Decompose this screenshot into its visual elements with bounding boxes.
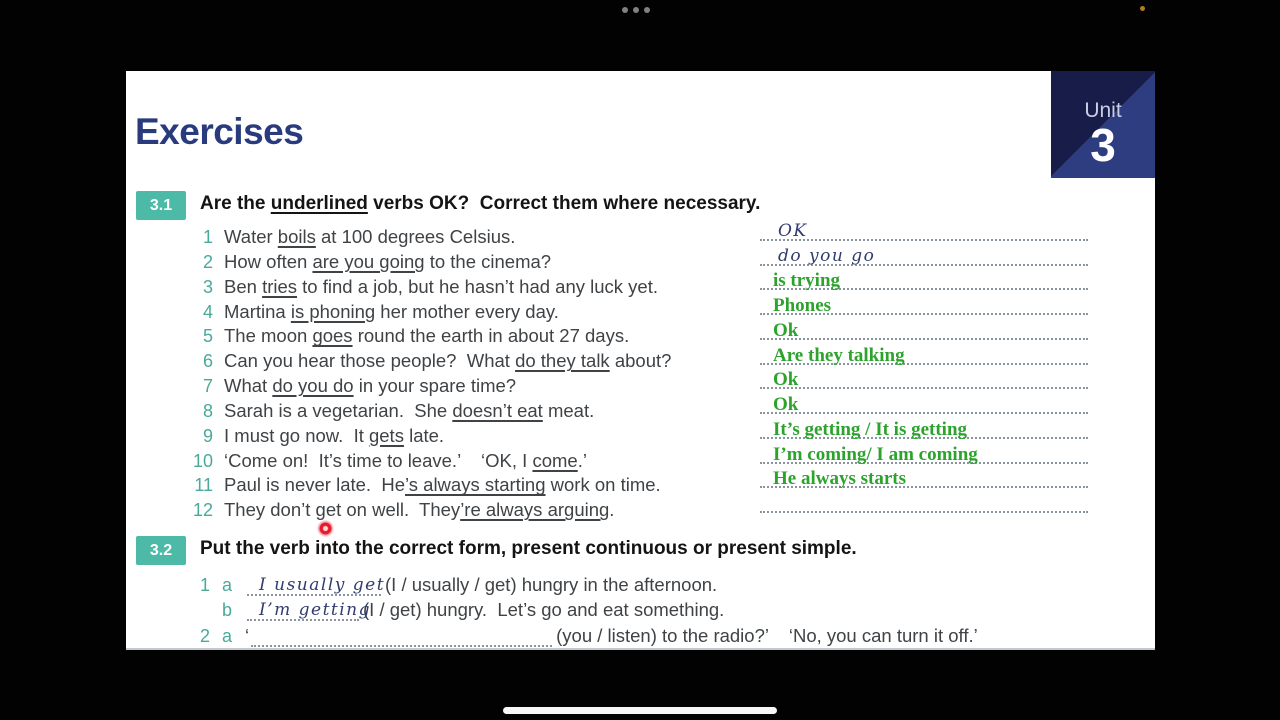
item-text: Martina is phoning her mother every day. (224, 300, 559, 322)
item-text: Water boils at 100 degrees Celsius. (224, 226, 516, 247)
answers-column (760, 216, 1088, 513)
answer-line-12[interactable] (760, 488, 1088, 513)
home-indicator[interactable] (503, 707, 777, 714)
item-text: Sarah is a vegetarian. She doesn’t eat meat. (224, 399, 595, 421)
underlined-verb: boils (277, 226, 316, 247)
underlined-verb: gets (368, 424, 404, 446)
item-text: How often are you going to the cinema? (224, 250, 552, 272)
textbook-page (126, 71, 1155, 650)
laser-pointer-dot (317, 520, 334, 537)
underlined-verb: ’s always starting (404, 474, 546, 496)
item-text: The moon goes round the earth in about 27 days. (224, 325, 630, 347)
row-text: (I / usually / get) hungry in the afternoon. (385, 573, 718, 595)
typed-answer: Phones (773, 295, 832, 317)
section-3-1-badge: 3.1 (136, 191, 186, 220)
underlined-verb: tries (262, 275, 298, 297)
section-3-1-heading: Are the underlined verbs OK? Correct them where necessary. (200, 193, 761, 214)
underlined-verb: do they talk (515, 350, 610, 372)
fill-row-1b (138, 596, 1138, 622)
item-number: 4 (202, 301, 213, 322)
answer-line-1[interactable] (760, 216, 1088, 241)
exercise-item-5 (138, 324, 758, 349)
exercise-item-1 (138, 225, 758, 250)
typed-answer: I’m coming/ I am coming (773, 443, 978, 465)
item-text: Paul is never late. He’s always starting work on time. (224, 474, 661, 496)
item-number: 5 (202, 326, 213, 347)
underlined-verb: come (532, 449, 578, 471)
underlined-word: underlined (270, 193, 368, 214)
item-text: Ben tries to find a job, but he hasn’t had any luck yet. (224, 275, 659, 297)
item-text: What do you do in your spare time? (224, 375, 517, 397)
item-number: 7 (202, 376, 213, 397)
item-number: 1 (202, 227, 213, 247)
exercise-item-6 (138, 349, 758, 374)
unit-badge (1051, 71, 1155, 178)
answer-blank[interactable] (251, 624, 552, 647)
exercise-item-4 (138, 300, 758, 325)
item-number: 2 (202, 251, 213, 272)
fill-in-list-3-2 (138, 570, 1138, 647)
multitask-dots-icon[interactable] (622, 7, 650, 13)
exercise-list-3-1 (138, 225, 758, 523)
fill-row-2a (138, 621, 1138, 647)
typed-answer: Ok (773, 369, 799, 391)
quote-prefix: ‘ (245, 625, 250, 647)
exercise-item-7 (138, 374, 758, 399)
item-text: Can you hear those people? What do they talk about? (224, 350, 672, 372)
typed-answer: It’s getting / It is getting (773, 418, 968, 440)
answer-line-6[interactable] (760, 340, 1088, 365)
answer-line-11[interactable] (760, 464, 1088, 489)
typed-answer: He always starts (773, 468, 906, 490)
exercise-item-2 (138, 250, 758, 275)
handwritten-answer: I usually get (259, 574, 386, 595)
answer-line-2[interactable] (760, 241, 1088, 266)
item-number: 11 (194, 475, 213, 496)
handwritten-answer: do you go (778, 245, 876, 266)
item-number: 8 (202, 400, 213, 421)
item-text: I must go now. It gets late. (224, 424, 445, 446)
handwritten-answer: OK (778, 220, 808, 241)
answer-blank[interactable] (247, 573, 386, 596)
exercise-item-11 (138, 473, 758, 498)
answer-blank[interactable] (247, 598, 372, 621)
underlined-verb: is phoning (290, 300, 376, 322)
underlined-verb: doesn’t eat (452, 399, 543, 421)
section-3-2-badge: 3.2 (136, 536, 186, 565)
answer-line-9[interactable] (760, 414, 1088, 439)
answer-line-3[interactable] (760, 266, 1088, 291)
item-text: ‘Come on! It’s time to leave.’ ‘OK, I come.’ (224, 449, 587, 471)
underlined-verb: do you do (272, 375, 354, 397)
answer-line-10[interactable] (760, 439, 1088, 464)
underlined-verb: are you going (312, 250, 425, 272)
row-number: 2 (199, 626, 210, 647)
row-text: (you / listen) to the radio?’ ‘No, you can turn it off.’ (556, 625, 978, 647)
exercise-item-12 (138, 498, 758, 523)
typed-answer: Ok (773, 394, 799, 416)
exercise-item-8 (138, 399, 758, 424)
answer-line-7[interactable] (760, 365, 1088, 390)
row-number: 1 (199, 574, 210, 595)
exercise-item-9 (138, 424, 758, 449)
item-number: 9 (202, 425, 213, 446)
typed-answer: is trying (773, 270, 841, 292)
row-letter: b (222, 600, 233, 621)
page-title: Exercises (135, 111, 304, 152)
underlined-verb: goes (312, 325, 353, 347)
item-text: They don’t get on well. They’re always arguing. (224, 499, 615, 521)
exercise-item-3 (138, 275, 758, 300)
unit-number: 3 (1090, 119, 1116, 171)
underlined-verb: ’re always arguing (460, 499, 610, 521)
row-text: (I / get) hungry. Let’s go and eat something. (363, 599, 725, 621)
item-number: 3 (202, 276, 213, 297)
answer-line-8[interactable] (760, 389, 1088, 414)
section-3-2-heading: Put the verb into the correct form, present continuous or present simple. (200, 538, 857, 559)
item-number: 6 (202, 351, 213, 372)
item-number: 10 (192, 450, 213, 471)
item-number: 12 (192, 500, 213, 521)
answer-line-4[interactable] (760, 290, 1088, 315)
unit-label: Unit (1084, 99, 1122, 122)
camera-indicator-icon (1140, 6, 1145, 11)
row-letter: a (222, 626, 233, 647)
fill-row-1a (138, 570, 1138, 596)
handwritten-answer: I’m getting (259, 600, 372, 621)
row-letter: a (222, 574, 233, 595)
answer-line-5[interactable] (760, 315, 1088, 340)
typed-answer: Ok (773, 319, 799, 341)
typed-answer: Are they talking (773, 344, 905, 366)
exercise-item-10 (138, 449, 758, 474)
page-bottom-edge (126, 648, 1155, 650)
